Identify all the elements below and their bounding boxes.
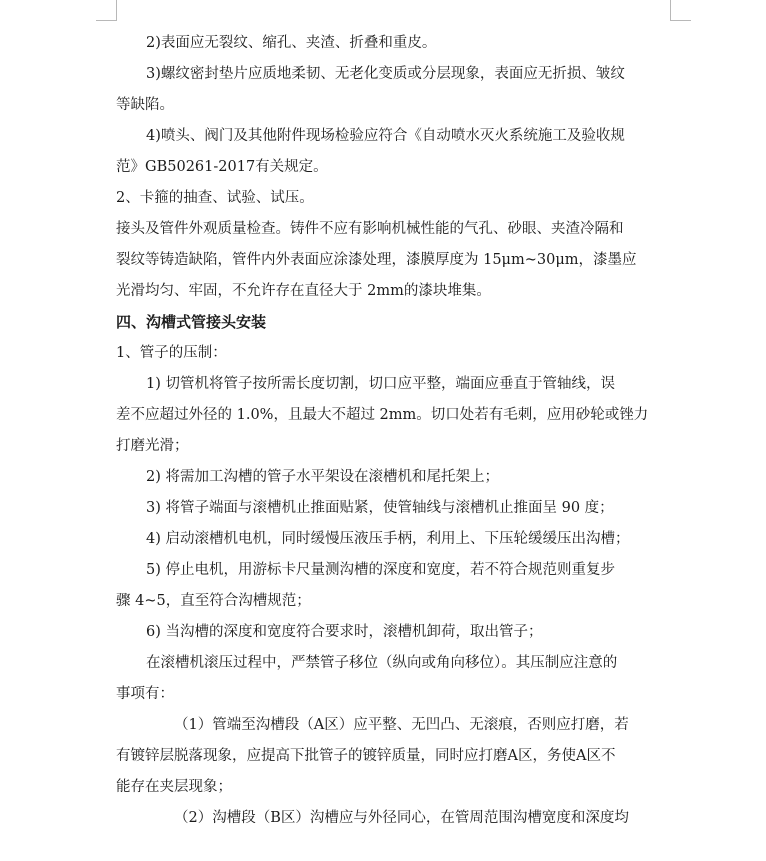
paragraph-line: 接头及管件外观质量检查。铸件不应有影响机械性能的气孔、砂眼、夹渣冷隔和	[116, 221, 624, 237]
paragraph-line: 5) 停止电机，用游标卡尺量测沟槽的深度和宽度，若不符合规范则重复步	[146, 562, 615, 578]
paragraph-line: 有镀锌层脱落现象，应提高下批管子的镀锌质量，同时应打磨A区，务使A区不	[116, 748, 616, 764]
paragraph-line: 光滑均匀、牢固，不允许存在直径大于 2mm的漆块堆集。	[116, 283, 491, 299]
margin-corner-mark-left	[96, 0, 117, 21]
paragraph-line: 4) 启动滚槽机电机，同时缓慢压液压手柄，利用上、下压轮缓缓压出沟槽；	[146, 531, 630, 547]
section-heading: 四、沟槽式管接头安装	[116, 313, 267, 331]
paragraph-line: 6) 当沟槽的深度和宽度符合要求时，滚槽机卸荷，取出管子；	[146, 624, 543, 640]
paragraph-line: 2) 将需加工沟槽的管子水平架设在滚槽机和尾托架上；	[146, 469, 499, 485]
paragraph-line: 2、卡箍的抽查、试验、试压。	[116, 190, 314, 206]
paragraph-line: 2)表面应无裂纹、缩孔、夹渣、折叠和重皮。	[146, 35, 437, 51]
paragraph-line: 在滚槽机滚压过程中，严禁管子移位（纵向或角向移位）。其压制应注意的	[146, 655, 618, 671]
paragraph-line: 1、管子的压制：	[116, 345, 227, 361]
paragraph-line: 差不应超过外径的 1.0%，且最大不超过 2mm。切口处若有毛刺，应用砂轮或锉力	[116, 407, 649, 423]
paragraph-line: 打磨光滑；	[116, 438, 189, 454]
paragraph-line: （1）管端至沟槽段（A区）应平整、无凹凸、无滚痕，否则应打磨，若	[174, 717, 629, 733]
paragraph-line: 等缺陷。	[116, 97, 174, 113]
paragraph-line: 4)喷头、阀门及其他附件现场检验应符合《自动喷水灭火系统施工及验收规	[146, 128, 625, 144]
paragraph-line: 范》GB50261-2017有关规定。	[116, 159, 328, 175]
paragraph-line: 事项有：	[116, 686, 174, 702]
paragraph-line: 3) 将管子端面与滚槽机止推面贴紧，使管轴线与滚槽机止推面呈 90 度；	[146, 500, 614, 516]
margin-corner-mark-right	[670, 0, 691, 21]
paragraph-line: （2）沟槽段（B区）沟槽应与外径同心，在管周范围沟槽宽度和深度均	[174, 810, 629, 826]
paragraph-line: 骤 4~5，直至符合沟槽规范；	[116, 593, 311, 609]
paragraph-line: 3)螺纹密封垫片应质地柔韧、无老化变质或分层现象，表面应无折损、皱纹	[146, 66, 625, 82]
paragraph-line: 裂纹等铸造缺陷，管件内外表面应涂漆处理，漆膜厚度为 15μm~30μm，漆墨应	[116, 252, 637, 268]
paragraph-line: 能存在夹层现象；	[116, 779, 232, 795]
paragraph-line: 1) 切管机将管子按所需长度切割，切口应平整，端面应垂直于管轴线，误	[146, 376, 615, 392]
document-body	[116, 28, 672, 834]
